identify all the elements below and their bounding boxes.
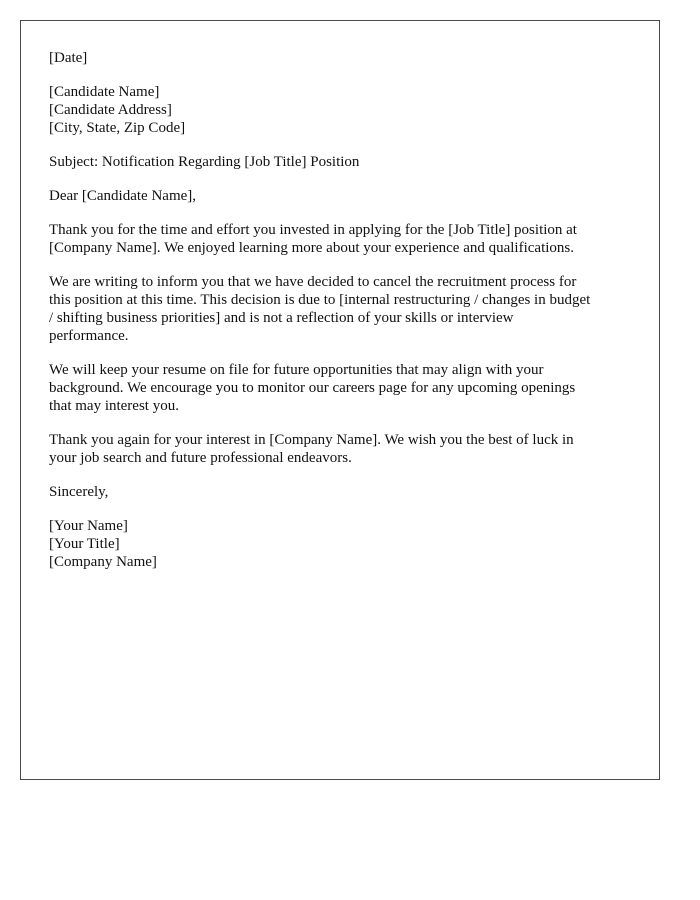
closing-block	[49, 483, 639, 501]
signature-block	[49, 517, 639, 571]
recipient-city: [City, State, Zip Code]	[49, 120, 186, 136]
signer-company: [Company Name]	[49, 554, 157, 570]
subject-block	[49, 153, 639, 171]
paragraph-line: this position at this time. This decision is due to [internal restructuring / changes in budget	[49, 292, 591, 308]
paragraph-line: Thank you again for your interest in [Company Name]. We wish you the best of luck in	[49, 432, 574, 448]
body-paragraph-2	[49, 273, 639, 345]
letter-closing: Sincerely,	[49, 484, 109, 500]
letter-date: [Date]	[49, 50, 88, 66]
letter-content	[49, 49, 639, 587]
paragraph-line: your job search and future professional endeavors.	[49, 450, 352, 466]
paragraph-line: background. We encourage you to monitor our careers page for any upcoming openings	[49, 380, 576, 396]
signer-name: [Your Name]	[49, 518, 128, 534]
paragraph-line: We will keep your resume on file for future opportunities that may align with your	[49, 362, 544, 378]
body-paragraph-3	[49, 361, 639, 415]
letter-salutation: Dear [Candidate Name],	[49, 188, 197, 204]
recipient-address: [Candidate Address]	[49, 102, 172, 118]
recipient-name: [Candidate Name]	[49, 84, 160, 100]
salutation-block	[49, 187, 639, 205]
paragraph-line: We are writing to inform you that we have decided to cancel the recruitment process for	[49, 274, 577, 290]
recipient-address-block	[49, 83, 639, 137]
signer-title: [Your Title]	[49, 536, 120, 552]
letter-subject: Subject: Notification Regarding [Job Title] Position	[49, 154, 360, 170]
paragraph-line: Thank you for the time and effort you invested in applying for the [Job Title] position at	[49, 222, 577, 238]
paragraph-line: that may interest you.	[49, 398, 179, 414]
paragraph-line: / shifting business priorities] and is not a reflection of your skills or interview	[49, 310, 514, 326]
body-paragraph-1	[49, 221, 639, 257]
letter-page	[20, 20, 660, 780]
date-block	[49, 49, 639, 67]
paragraph-line: [Company Name]. We enjoyed learning more about your experience and qualifications.	[49, 240, 574, 256]
paragraph-line: performance.	[49, 328, 129, 344]
body-paragraph-4	[49, 431, 639, 467]
